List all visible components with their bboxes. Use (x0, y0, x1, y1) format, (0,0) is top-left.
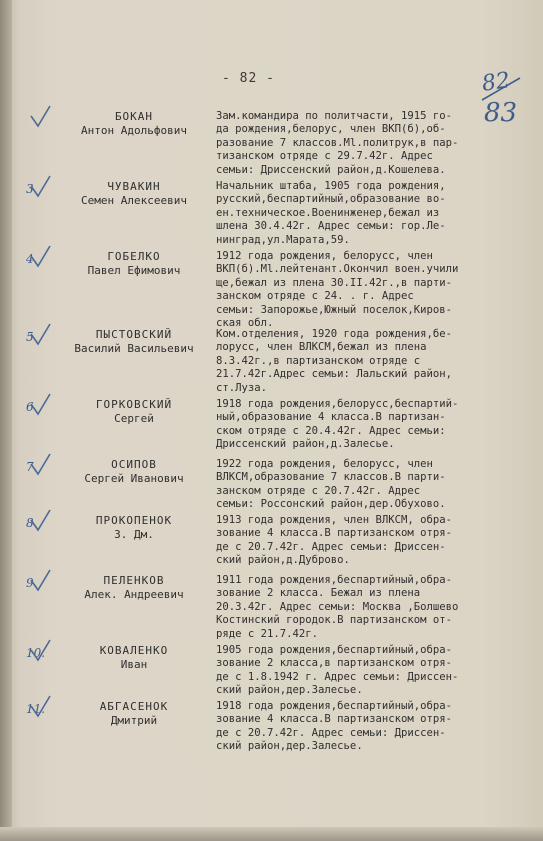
surname: ЧУВАКИН (107, 180, 161, 193)
entry-number: 6. (26, 400, 38, 414)
person-description (216, 250, 506, 330)
person-description (216, 700, 506, 754)
description-line: зование 4 класса.В партизанском отря- (216, 713, 452, 726)
description-line: ще,бежал из плена 30.II.42г.,в парти- (216, 276, 452, 289)
person-name (64, 514, 204, 542)
description-line: зование 2 класса. Бежал из плена (216, 587, 421, 600)
surname: ПЫСТОВСКИЙ (95, 328, 173, 341)
given-name: Иван (120, 658, 148, 671)
description-line: 1922 года рождения, белорусс, член (216, 458, 433, 470)
description-line: разование 7 классов.Ml.политрук,в пар- (216, 136, 459, 149)
description-line: ский район,д.Дуброво. (216, 554, 350, 567)
check-mark-icon (28, 508, 54, 534)
person-description (216, 574, 506, 641)
check-mark-icon (28, 392, 54, 418)
given-name: Дмитрий (110, 714, 158, 727)
given-name: Семен Алексеевич (81, 194, 187, 207)
description-line: 1913 года рождения, член ВЛКСМ, обра- (216, 514, 452, 526)
entry-number: 9. (26, 576, 38, 590)
description-line: ряде с 21.7.42г. (216, 627, 319, 640)
person-name (64, 458, 204, 486)
person-description (216, 398, 506, 452)
check-mark-icon (28, 638, 54, 664)
given-name: Сергей (114, 412, 154, 425)
description-line: да рождения,белорус, член ВКП(б),об- (216, 123, 446, 136)
description-line: 1911 года рождения,беспартийный,обра- (216, 574, 452, 586)
surname: ГОБЕЛКО (107, 250, 161, 263)
person-description (216, 644, 506, 698)
person-description (216, 180, 506, 247)
entry-number: 5. (26, 330, 38, 344)
entry-number: 3. (26, 182, 38, 196)
description-line: 1905 года рождения,беспартийный,обра- (216, 644, 452, 656)
page-number: - 82 - (222, 71, 275, 86)
surname: ПЕЛЕНКОВ (103, 574, 165, 587)
description-line: русский,беспартийный,образование во- (216, 193, 446, 206)
page-bottom-edge (0, 827, 543, 841)
description-line: де с 20.7.42г. Адрес семьи: Дриссен- (216, 726, 446, 739)
description-line: шлена 30.4.42г. Адрес семьи: гор.Ле- (216, 220, 446, 233)
description-line: семьи: Россонский район,дер.Обухово. (216, 498, 446, 511)
entry-number: 11. (26, 702, 46, 716)
description-line: ВЛКСМ,образование 7 классов.В парти- (216, 471, 446, 484)
person-description (216, 458, 506, 512)
surname: АБГАСЕНОК (99, 700, 169, 713)
check-mark-icon (28, 694, 54, 720)
description-line: ен.техническое.Военинженер,бежал из (216, 206, 440, 219)
description-line: зование 2 класса,в партизанском отря- (216, 657, 452, 670)
description-line: Костинский городок.В партизанском от- (216, 614, 452, 627)
given-name: Василий Васильевич (74, 342, 194, 355)
description-line: ст.Луза. (216, 381, 268, 394)
check-mark-icon (28, 452, 54, 478)
description-line: тизанском отряде с 29.7.42г. Адрес (216, 150, 433, 163)
description-line: ный,образование 4 класса.В партизан- (216, 411, 446, 424)
description-line: ский район,дер.Залесье. (216, 740, 363, 753)
description-line: ский район,дер.Залесье. (216, 684, 363, 697)
given-name: З. Дм. (114, 528, 154, 541)
person-name (64, 180, 204, 208)
description-line: 20.3.42г. Адрес семьи: Москва ,Болшево (216, 600, 459, 613)
description-line: зование 4 класса.В партизанском отря- (216, 527, 452, 540)
description-line: занском отряде с 24. . г. Адрес (216, 290, 414, 303)
old-sheet-number: 82 (480, 68, 512, 97)
description-line: де с 1.8.1942 г. Адрес семьи: Дриссен- (216, 670, 459, 683)
person-name (64, 328, 204, 356)
person-name (64, 398, 204, 426)
surname: ПРОКОПЕНОК (95, 514, 173, 527)
person-name (64, 250, 204, 278)
check-mark-icon (28, 322, 54, 348)
given-name: Алек. Андреевич (84, 588, 184, 601)
check-mark-icon (28, 568, 54, 594)
given-name: Сергей Иванович (84, 472, 184, 485)
description-line: ском отряде с 20.4.42г. Адрес семьи: (216, 424, 446, 437)
surname: БОКАН (114, 110, 154, 123)
description-line: семьи: Дриссенский район,д.Кошелева. (216, 163, 446, 176)
person-name (64, 644, 204, 672)
surname: КОВАЛЕНКО (99, 644, 169, 657)
person-description (216, 110, 506, 177)
description-line: 21.7.42г.Адрес семьи: Лальский район, (216, 368, 452, 381)
description-line: 1918 года рождения,беспартийный,обра- (216, 700, 452, 712)
entry-number: 8. (26, 516, 38, 530)
description-line: семьи: Запорожье,Южный поселок,Киров- (216, 303, 452, 316)
description-line: ская обл. (216, 317, 274, 330)
description-line: занском отряде с 20.7.42г. Адрес (216, 484, 421, 497)
person-description (216, 328, 506, 395)
description-line: лорусс, член ВЛКСМ,бежал из плена (216, 341, 427, 354)
description-line: Ком.отделения, 1920 года рождения,бе- (216, 328, 452, 340)
description-line: ВКП(б).Ml.лейтенант.Окончил воен.учили (216, 263, 459, 276)
new-sheet-number: 83 (484, 98, 518, 128)
page-left-edge (0, 0, 12, 841)
surname: ГОРКОВСКИЙ (95, 398, 173, 411)
description-line: 1912 года рождения, белорусс, член (216, 250, 433, 262)
check-mark-icon (28, 174, 54, 200)
person-name (64, 574, 204, 602)
description-line: Зам.командира по политчасти, 1915 го- (216, 110, 452, 122)
person-description (216, 514, 506, 568)
description-line: 1918 года рождения,белорусс,беспартий- (216, 398, 459, 410)
description-line: нинград,ул.Марата,59. (216, 233, 350, 246)
entry-number: 4. (26, 252, 38, 266)
check-mark-icon (28, 104, 54, 130)
entry-number: 10. (26, 646, 46, 660)
description-line: Начальник штаба, 1905 года рождения, (216, 180, 446, 192)
entry-number: 7. (26, 460, 38, 474)
given-name: Павел Ефимович (87, 264, 181, 277)
person-name (64, 700, 204, 728)
check-mark-icon (28, 244, 54, 270)
description-line: Дриссенский район,д.Залесье. (216, 438, 395, 451)
surname: ОСИПОВ (111, 458, 157, 471)
given-name: Антон Адольфович (81, 124, 187, 137)
description-line: де с 20.7.42г. Адрес семьи: Дриссен- (216, 540, 446, 553)
description-line: 8.3.42г.,в партизанском отряде с (216, 354, 421, 367)
person-name (64, 110, 204, 138)
